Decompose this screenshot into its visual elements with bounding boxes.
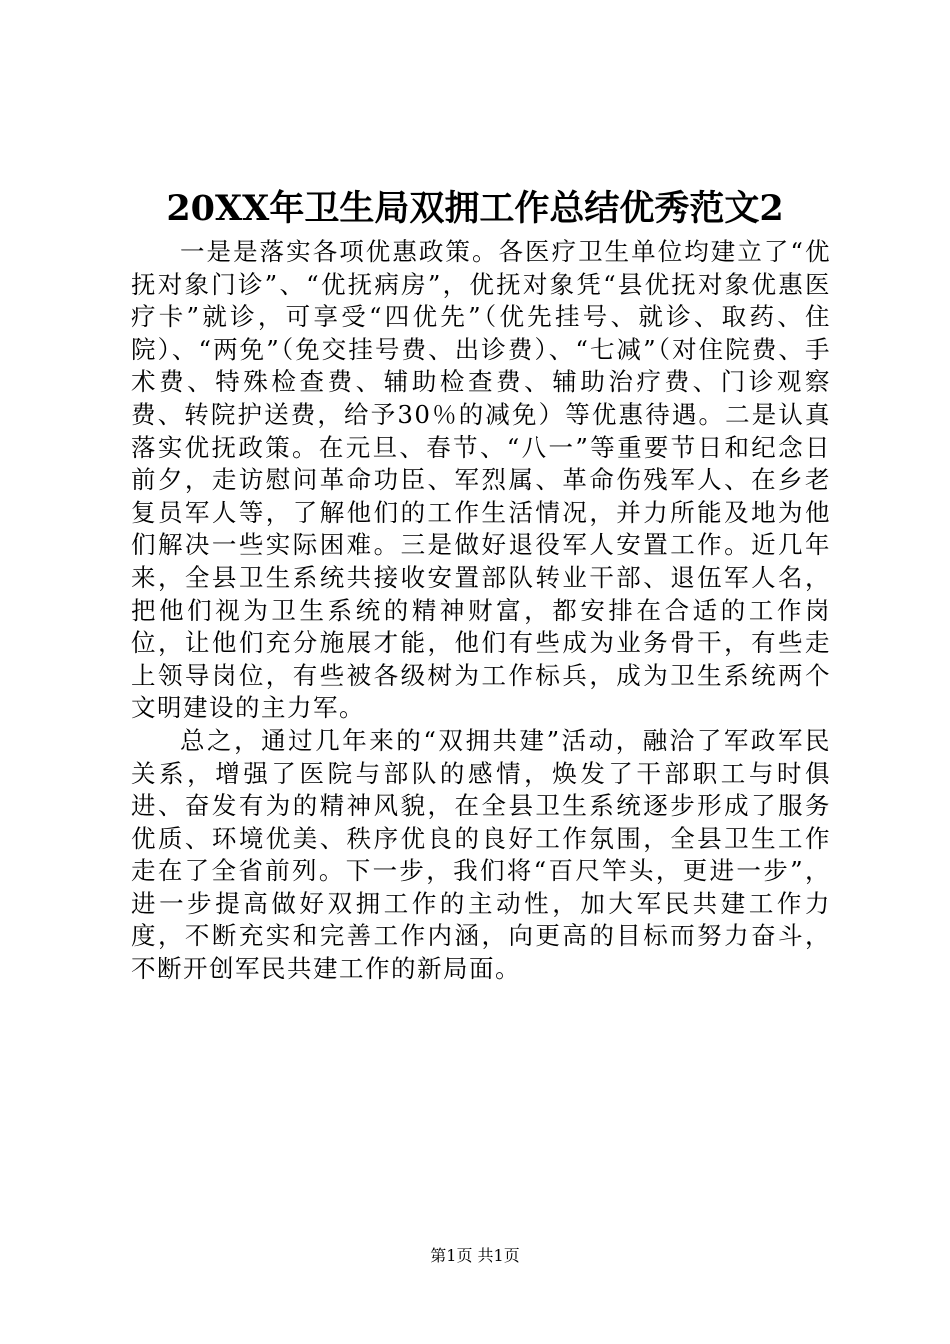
document-body <box>131 236 831 986</box>
page-footer: 第1页 共1页 <box>430 1246 520 1265</box>
body-paragraph-2: 总之，通过几年来的“双拥共建”活动，融洽了军政军民关系，增强了医院与部队的感情，焕发了干部职工与时俱进、奋发有为的精神风貌，在全县卫生系统逐步形成了服务优质、环境优美、秩序优良的良好工作氛围，全县卫生工作走在了全省前列。下一步，我们将“百尺竿头，更进一步”，进一步提高做好双拥工作的主动性，加大军民共建工作力度，不断充实和完善工作内涵，向更高的目标而努力奋斗，不断开创军民共建工作的新局面。 <box>131 725 831 984</box>
body-paragraph-1: 一是是落实各项优惠政策。各医疗卫生单位均建立了“优抚对象门诊”、“优抚病房”，优抚对象凭“县优抚对象优惠医疗卡”就诊，可享受“四优先”（优先挂号、就诊、取药、住院）、“两免”（免交挂号费、出诊费）、“七减”（对住院费、手术费、特殊检查费、辅助检查费、辅助治疗费、门诊观察费、转院护送费，给予30％的减免）等优惠待遇。二是认真落实优抚政策。在元旦、春节、“八一”等重要节日和纪念日前夕，走访慰问革命功臣、军烈属、革命伤残军人、在乡老复员军人等，了解他们的工作生活情况，并力所能及地为他们解决一些实际困难。三是做好退役军人安置工作。近几年来，全县卫生系统共接收安置部队转业干部、退伍军人名，把他们视为卫生系统的精神财富，都安排在合适的工作岗位，让他们充分施展才能，他们有些成为业务骨干，有些走上领导岗位，有些被各级树为工作标兵，成为卫生系统两个文明建设的主力军。 <box>131 237 831 723</box>
document-title: 20XX年卫生局双拥工作总结优秀范文2 <box>166 188 784 229</box>
